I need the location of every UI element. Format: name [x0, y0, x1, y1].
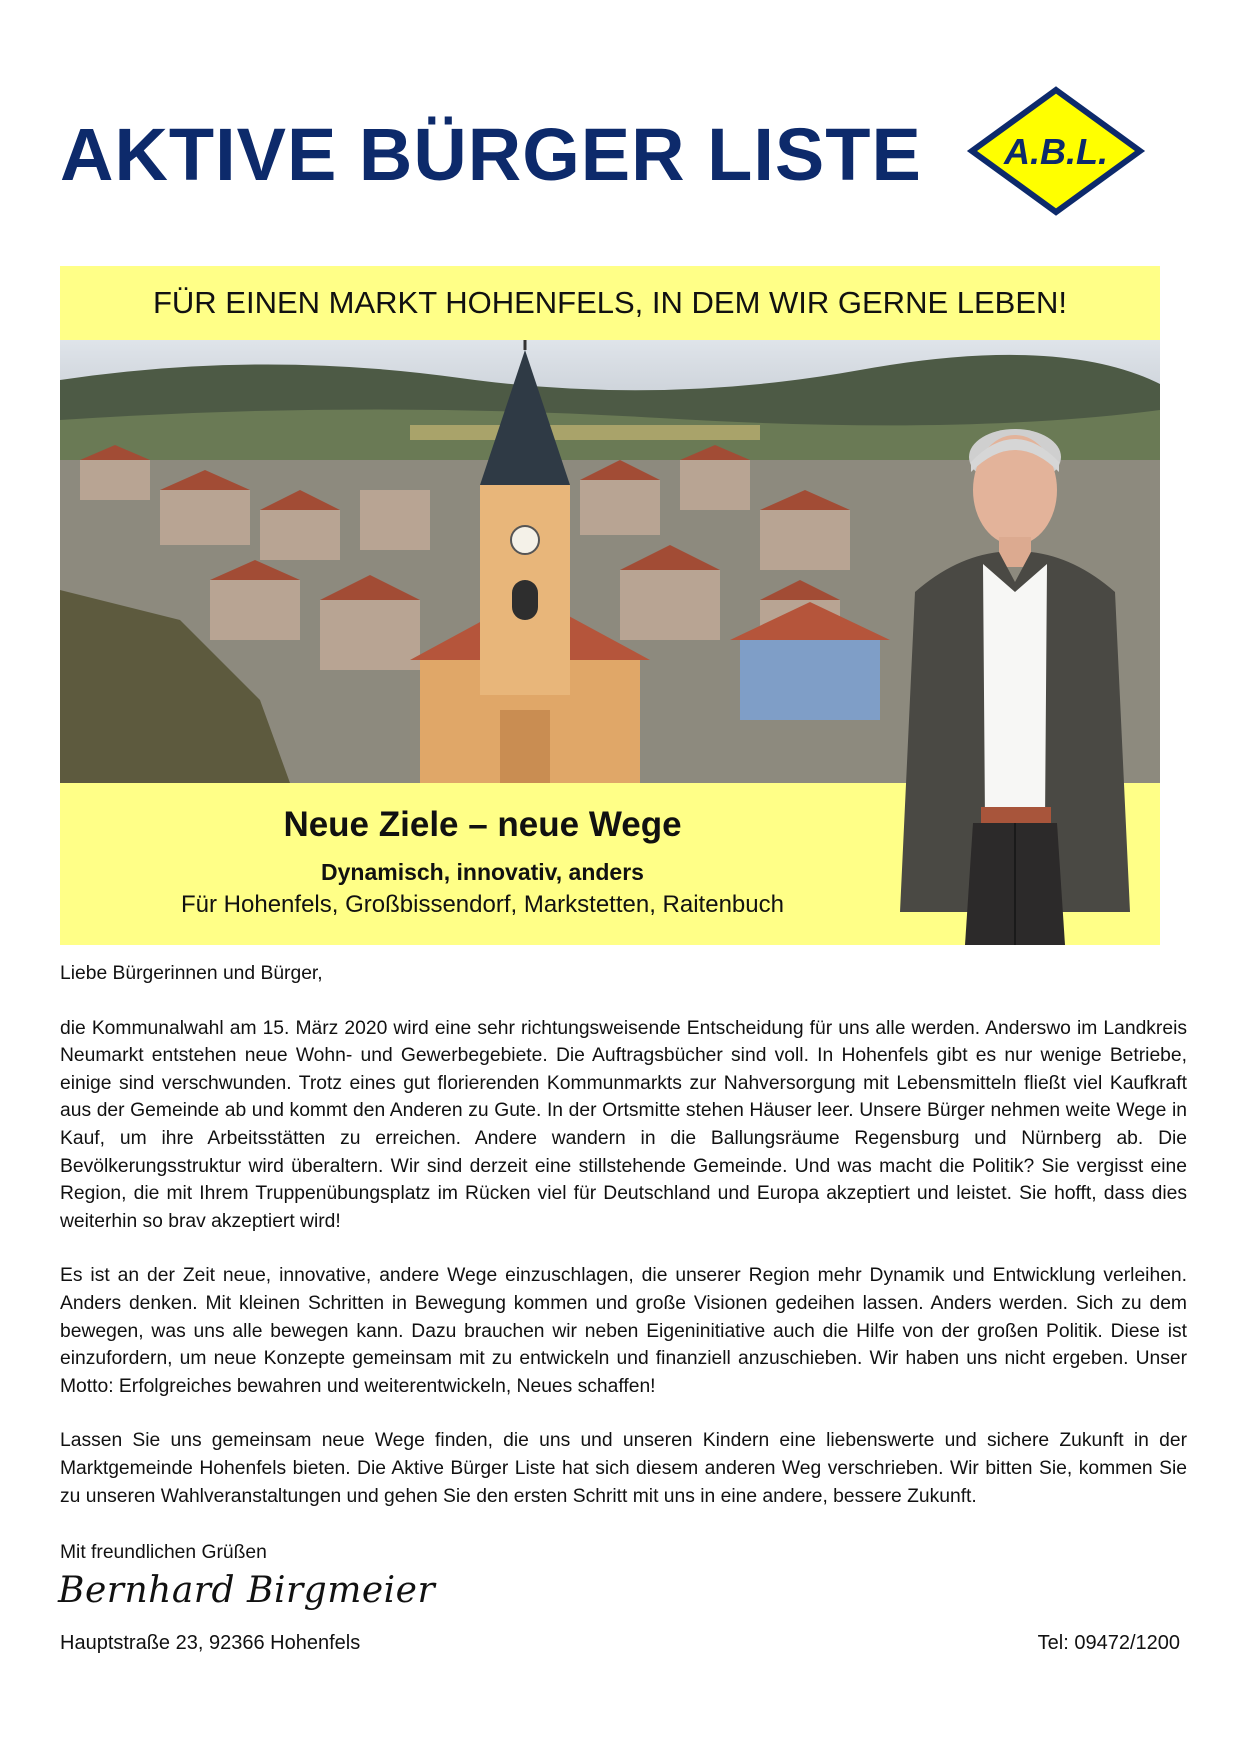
- footer-address: Hauptstraße 23, 92366 Hohenfels: [60, 1632, 361, 1654]
- slogan-places: Für Hohenfels, Großbissendorf, Markstetten, Raitenbuch: [181, 891, 784, 918]
- abl-logo: [966, 86, 1146, 216]
- letter-body: [60, 960, 1187, 1510]
- letter-paragraph: Lassen Sie uns gemeinsam neue Wege finden, die uns und unseren Kindern eine liebenswerte und sichere Zukunft in der Marktgemeinde Hohenfels bieten. Die Aktive Bürger Liste hat sich diesem anderen Weg verschrieben. Wir bitten Sie, kommen Sie zu unseren Wahlveranstaltungen und gehen Sie den ersten Schritt mit uns in eine andere, bessere Zukunft.: [60, 1430, 1187, 1507]
- letter-closing: Mit freundlichen Grüßen: [60, 1542, 267, 1563]
- headline-banner: [60, 266, 1160, 340]
- signature: Bernhard Birgmeier: [58, 1570, 436, 1611]
- letter-paragraph: die Kommunalwahl am 15. März 2020 wird eine sehr richtungsweisende Entscheidung für uns alle werden. Anderswo im Landkreis Neumarkt entstehen neue Wohn- und Gewerbegebiete. Die Auftragsbücher sind voll. In Hohenfels gibt es nur wenige Betriebe, einige sind verschwunden. Trotz eines gut florierenden Kommunmarkts zur Nahversorgung mit Lebensmitteln fließt viel Kaufkraft aus der Gemeinde ab und kommt den Anderen zu Gute. In der Ortsmitte stehen Häuser leer. Unsere Bürger nehmen weite Wege in Kauf, um ihre Arbeitsstätten zu erreichen. Andere wandern in die Ballungsräume Regensburg und Nürnberg ab. Die Bevölkerungsstruktur wird überaltern. Wir sind derzeit eine stillstehende Gemeinde. Und was macht die Politik? Sie vergisst eine Region, die mit Ihrem Truppenübungsplatz im Rücken viel für Deutschland und Europa akzeptiert und leistet. Sie hofft, dass dies weiterhin so brav akzeptiert wird!: [60, 1017, 1187, 1232]
- banner-text: FÜR EINEN MARKT HOHENFELS, IN DEM WIR GERNE LEBEN!: [152, 285, 1068, 320]
- candidate-photo: [895, 392, 1135, 945]
- slogan-main: Neue Ziele – neue Wege: [283, 805, 682, 844]
- letter-paragraph: Es ist an der Zeit neue, innovative, andere Wege einzuschlagen, die unserer Region mehr Dynamik und Entwicklung verleihen. Anders denken. Mit kleinen Schritten in Bewegung kommen und große Visionen gedeihen lassen. Anders werden. Sich zu dem bewegen, was uns alle bewegen kann. Dazu brauchen wir neben Eigeninitiative auch die Hilfe von der großen Politik. Diese ist einzufordern, um neue Konzepte gemeinsam mit zu entwickeln und finanziell anzuschieben. Wir haben uns nicht ergeben. Unser Motto: Erfolgreiches bewahren und weiterentwickeln, Neues schaffen!: [60, 1265, 1187, 1397]
- page-title: AKTIVE BÜRGER LISTE: [60, 113, 922, 196]
- slogan-sub: Dynamisch, innovativ, anders: [321, 859, 644, 885]
- letter-greeting: Liebe Bürgerinnen und Bürger,: [60, 963, 323, 984]
- footer-phone: Tel: 09472/1200: [1037, 1632, 1180, 1654]
- logo-text: A.B.L.: [1004, 131, 1108, 172]
